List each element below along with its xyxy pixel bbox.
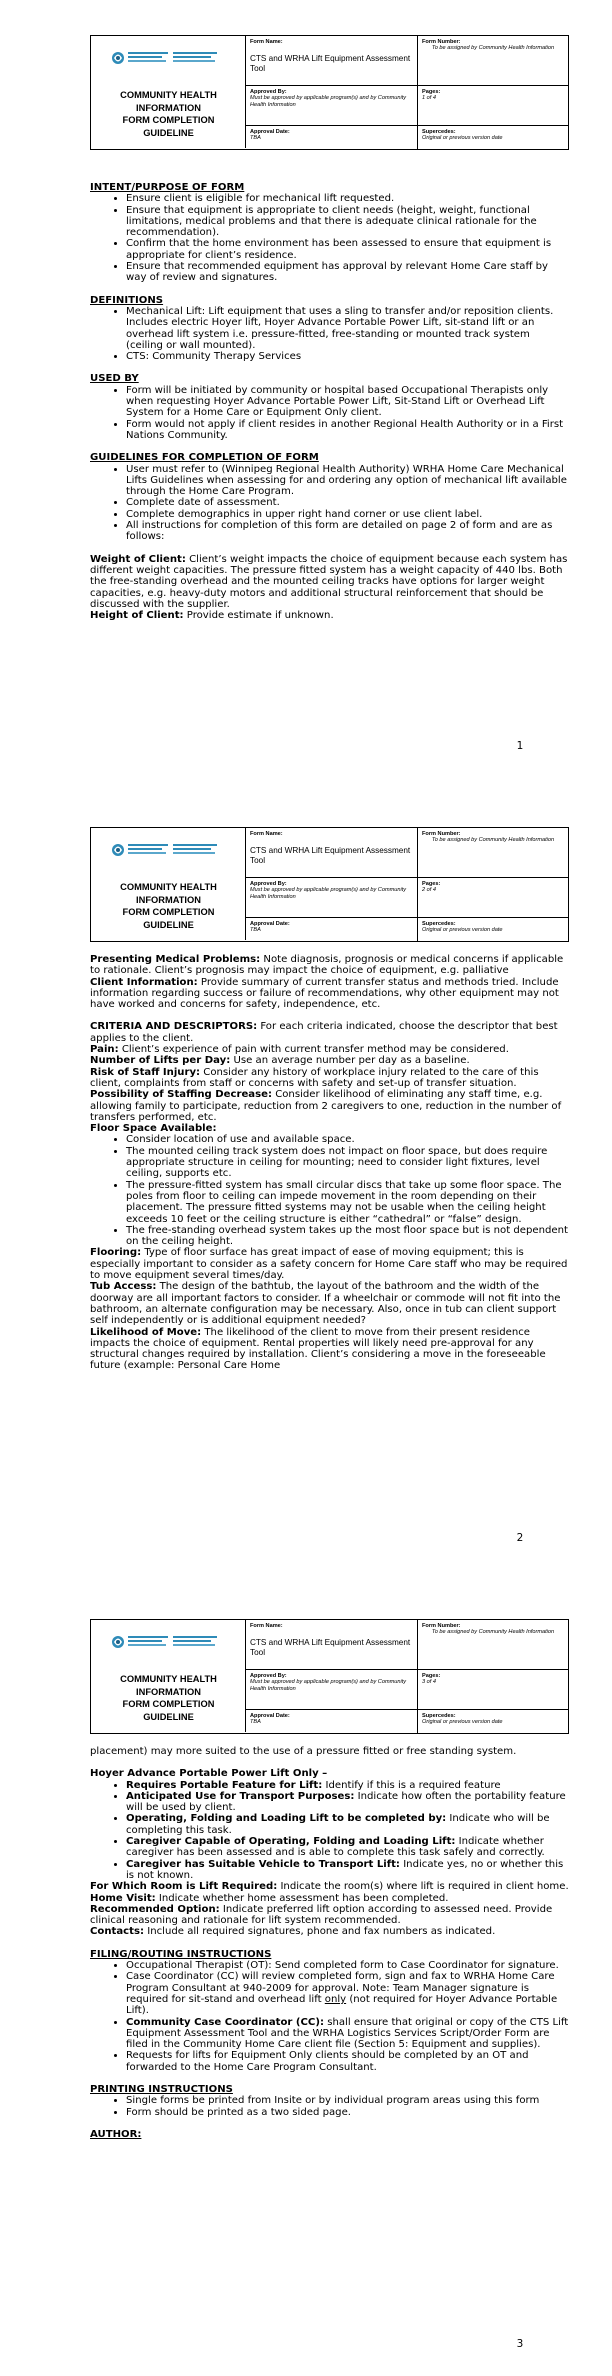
- wrha-logo: [111, 1630, 223, 1654]
- hoyer-heading: Hoyer Advance Portable Power Lift Only –: [90, 1768, 328, 1780]
- list-item: • Occupational Therapist (OT): Send completed form to Case Coordinator for signature.: [126, 1960, 569, 1971]
- list-item: • Case Coordinator (CC) will review completed form, sign and fax to WRHA Home Care Program Consultant at 940-2009 for approval. Note: Team Manager signature is required for sit-stand and overhead lift only (not required for Hoyer Advance Portable Lift).: [126, 1971, 569, 2016]
- printing-heading: PRINTING INSTRUCTIONS: [90, 2084, 233, 2096]
- list-item: • Consider location of use and available space.: [126, 1134, 569, 1145]
- header-title: COMMUNITY HEALTH INFORMATION FORM COMPLETION GUIDELINE: [120, 90, 217, 138]
- list-item: • Ensure that recommended equipment has approval by relevant Home Care staff by way of review and signatures.: [126, 261, 569, 284]
- header-left-cell: [91, 1620, 246, 1732]
- approved-by-cell: Approved By: Must be approved by applicable program(s) and by Community Health Information: [246, 86, 418, 126]
- pain-paragraph: Pain: Client’s experience of pain with current transfer method may be considered.: [90, 1044, 509, 1056]
- tub-paragraph: Tub Access: The design of the bathtub, the layout of the bathroom and the width of the doorway are all important factors to consider. If a wheelchair or commode will not fit into the bathroom, an alternate configuration may be necessary. Also, once in tub can client support self independently or is additional equipment needed?: [90, 1281, 561, 1327]
- list-item: • Complete date of assessment.: [126, 497, 569, 508]
- height-paragraph: Height of Client: Provide estimate if unknown.: [90, 610, 334, 622]
- filing-heading: FILING/ROUTING INSTRUCTIONS: [90, 1948, 272, 1960]
- list-item: • User must refer to (Winnipeg Regional Health Authority) WRHA Home Care Mechanical Lifts Guidelines when assessing for and ordering any option of mechanical lift available through the Home Care Program.: [126, 464, 569, 498]
- page-number: 2: [516, 1532, 524, 1544]
- criteria-paragraph: CRITERIA AND DESCRIPTORS: For each criteria indicated, choose the descriptor that best applies to the client.: [90, 1021, 558, 1044]
- list-item: • Confirm that the home environment has been assessed to ensure that equipment is appropriate for client’s residence.: [126, 238, 569, 261]
- header-table: [90, 35, 569, 150]
- page-3-body: [90, 1746, 569, 2140]
- page-number: 1: [516, 740, 524, 752]
- list-item: • Mechanical Lift: Lift equipment that uses a sling to transfer and/or reposition clients. Includes electric Hoyer lift, Hoyer Advance Portable Power Lift, sit-stand lift or an overhead lift system i.e. pressure-fitted, free-standing or mounted track system (ceiling or wall mounted).: [126, 306, 569, 351]
- approval-date-cell: Approval Date: TBA: [246, 126, 418, 149]
- wrha-logo: [111, 46, 223, 70]
- form-name-cell: Form Name: CTS and WRHA Lift Equipment Assessment Tool: [246, 1620, 418, 1670]
- list-item: • Ensure client is eligible for mechanical lift requested.: [126, 193, 569, 204]
- staffing-paragraph: Possibility of Staffing Decrease: Consider likelihood of eliminating any staff time, e.g. allowing family to participate, reduction from 2 caregivers to one, reduction in the number of transfers performed, etc.: [90, 1089, 562, 1123]
- list-item: • Form will be initiated by community or hospital based Occupational Therapists only when requesting Hoyer Advance Portable Power Lift, Sit-Stand Lift or Overhead Lift System for a Home Care or Equipment Only client.: [126, 385, 569, 419]
- page-number: 3: [516, 2338, 524, 2350]
- floor-space-list: [90, 1134, 569, 1247]
- guidelines-heading: GUIDELINES FOR COMPLETION OF FORM: [90, 452, 319, 464]
- continued-paragraph: placement) may more suited to the use of a pressure fitted or free standing system.: [90, 1746, 517, 1757]
- page-1: [0, 0, 612, 792]
- printing-list: [90, 2095, 569, 2118]
- list-item: • CTS: Community Therapy Services: [126, 351, 569, 362]
- supercedes-cell: Supercedes: Original or previous version date: [422, 129, 503, 141]
- header-left-cell: [91, 36, 246, 148]
- list-item: • The pressure-fitted system has small circular discs that take up some floor space. The poles from floor to ceiling can impede movement in the room depending on their placement. The pressure fitted systems may not be usable when the ceiling height exceeds 10 feet or the ceiling structure is either “cathedral” or “false” design.: [126, 1180, 569, 1225]
- home-visit-paragraph: Home Visit: Indicate whether home assessment has been completed.: [90, 1892, 449, 1904]
- header-table: [90, 1619, 569, 1734]
- list-item: • All instructions for completion of this form are detailed on page 2 of form and are as follows:: [126, 520, 569, 543]
- used-by-list: [90, 385, 569, 441]
- list-item: • Form would not apply if client resides in another Regional Health Authority or in a First Nations Community.: [126, 419, 569, 442]
- filing-list: [90, 1960, 569, 2073]
- page-3: [0, 1584, 612, 2376]
- approval-date-cell: Approval Date: TBA: [246, 1710, 418, 1733]
- weight-paragraph: Weight of Client: Client’s weight impacts the choice of equipment because each system has different weight capacities. The pressure fitted system has a weight capacity of 440 lbs. Both the free-standing overhead and the mounted ceiling tracks have options for larger weight capacities, e.g. heavy-duty motors and additional structural reinforcement that should be discussed with the supplier.: [90, 553, 568, 610]
- approval-date-cell: Approval Date: TBA: [246, 918, 418, 941]
- header-table: [90, 827, 569, 942]
- list-item: • Caregiver has Suitable Vehicle to Transport Lift: Indicate yes, no or whether this is not known.: [126, 1859, 569, 1882]
- list-item: • Requires Portable Feature for Lift: Identify if this is a required feature: [126, 1780, 569, 1791]
- approved-by-cell: Approved By: Must be approved by applicable program(s) and by Community Health Information: [246, 1670, 418, 1710]
- list-item: • Community Case Coordinator (CC): shall ensure that original or copy of the CTS Lift Equipment Assessment Tool and the WRHA Logistics Services Script/Order Form are filed in the Community Home Care client file (Section 5: Equipment and supplies).: [126, 2017, 569, 2051]
- floor-space-heading: Floor Space Available:: [90, 1123, 217, 1135]
- definitions-list: [90, 306, 569, 362]
- risk-paragraph: Risk of Staff Injury: Consider any history of workplace injury related to the care of this client, complaints from staff or concerns with safety and set-up of transfer situation.: [90, 1066, 539, 1089]
- author-heading: AUTHOR:: [90, 2128, 142, 2140]
- list-item: • Operating, Folding and Loading Lift to be completed by: Indicate who will be completing this task.: [126, 1813, 569, 1836]
- intent-list: [90, 193, 569, 283]
- flooring-paragraph: Flooring: Type of floor surface has great impact of ease of moving equipment; this is especially important to consider as a safety concern for Home Care staff who may be required to move equipment several times/day.: [90, 1247, 568, 1282]
- form-name-cell: Form Name: CTS and WRHA Lift Equipment Assessment Tool: [246, 828, 418, 878]
- pages-cell: Pages: 3 of 4: [418, 1670, 568, 1710]
- list-item: • Form should be printed as a two sided page.: [126, 2107, 569, 2118]
- header-title: COMMUNITY HEALTH INFORMATION FORM COMPLETION GUIDELINE: [120, 882, 217, 930]
- pages-cell: Pages: 1 of 4: [418, 86, 568, 126]
- hoyer-list: [90, 1780, 569, 1882]
- lifts-paragraph: Number of Lifts per Day: Use an average number per day as a baseline.: [90, 1055, 470, 1067]
- supercedes-cell: Supercedes: Original or previous version date: [422, 1713, 503, 1725]
- list-item: • Single forms be printed from Insite or by individual program areas using this form: [126, 2095, 569, 2106]
- presenting-paragraph: Presenting Medical Problems: Note diagnosis, prognosis or medical concerns if applicable to rationale. Client’s prognosis may impact the choice of equipment, e.g. palliative: [90, 954, 564, 977]
- likelihood-paragraph: Likelihood of Move: The likelihood of the client to move from their present residence impacts the choice of equipment. Rental properties will likely need pre-approval for any structural changes required by installation. Client’s considering a move in the foreseeable future (example: Personal Care Home: [90, 1326, 546, 1372]
- list-item: • Anticipated Use for Transport Purposes: Indicate how often the portability feature will be used by client.: [126, 1791, 569, 1814]
- list-item: • The free-standing overhead system takes up the most floor space but is not dependent on the ceiling height.: [126, 1225, 569, 1248]
- header-title: COMMUNITY HEALTH INFORMATION FORM COMPLETION GUIDELINE: [120, 1674, 217, 1722]
- header-left-cell: [91, 828, 246, 940]
- list-item: • Caregiver Capable of Operating, Folding and Loading Lift: Indicate whether caregiver has been assessed and is able to complete this task safely and correctly.: [126, 1836, 569, 1859]
- pages-cell: Pages: 2 of 4: [418, 878, 568, 918]
- page-1-body: [90, 182, 569, 621]
- used-by-heading: USED BY: [90, 373, 139, 385]
- room-paragraph: For Which Room is Lift Required: Indicate the room(s) where lift is required in client home.: [90, 1881, 569, 1893]
- form-name-cell: Form Name: CTS and WRHA Lift Equipment Assessment Tool: [246, 36, 418, 86]
- page-2-body: [90, 954, 569, 1372]
- page-2: [0, 792, 612, 1584]
- list-item: • Complete demographics in upper right hand corner or use client label.: [126, 509, 569, 520]
- list-item: • The mounted ceiling track system does not impact on floor space, but does require appropriate structure in ceiling for mounting; need to consider light fixtures, level ceiling, supports etc.: [126, 1146, 569, 1180]
- supercedes-cell: Supercedes: Original or previous version date: [422, 921, 503, 933]
- list-item: • Requests for lifts for Equipment Only clients should be completed by an OT and forwarded to the Home Care Program Consultant.: [126, 2050, 569, 2073]
- guidelines-list: [90, 464, 569, 543]
- form-number-cell: Form Number: To be assigned by Community Health Information: [418, 36, 568, 86]
- intent-heading: INTENT/PURPOSE OF FORM: [90, 182, 245, 193]
- contacts-paragraph: Contacts: Include all required signatures, phone and fax numbers as indicated.: [90, 1926, 496, 1938]
- wrha-logo: [111, 838, 223, 862]
- approved-by-cell: Approved By: Must be approved by applicable program(s) and by Community Health Information: [246, 878, 418, 918]
- definitions-heading: DEFINITIONS: [90, 294, 164, 306]
- list-item: • Ensure that equipment is appropriate to client needs (height, weight, functional limitations, medical problems and that there is adequate clinical rationale for the recommendation).: [126, 205, 569, 239]
- recommended-paragraph: Recommended Option: Indicate preferred lift option according to assessed need. Provide clinical reasoning and rationale for lift system recommended.: [90, 1903, 553, 1927]
- form-number-cell: Form Number: To be assigned by Community Health Information: [418, 828, 568, 878]
- form-number-cell: Form Number: To be assigned by Community Health Information: [418, 1620, 568, 1670]
- client-info-paragraph: Client Information: Provide summary of current transfer status and methods tried. Include information regarding success or failure of recommendations, why other equipment may not have worked and concerns for safety, independence, etc.: [90, 976, 559, 1011]
